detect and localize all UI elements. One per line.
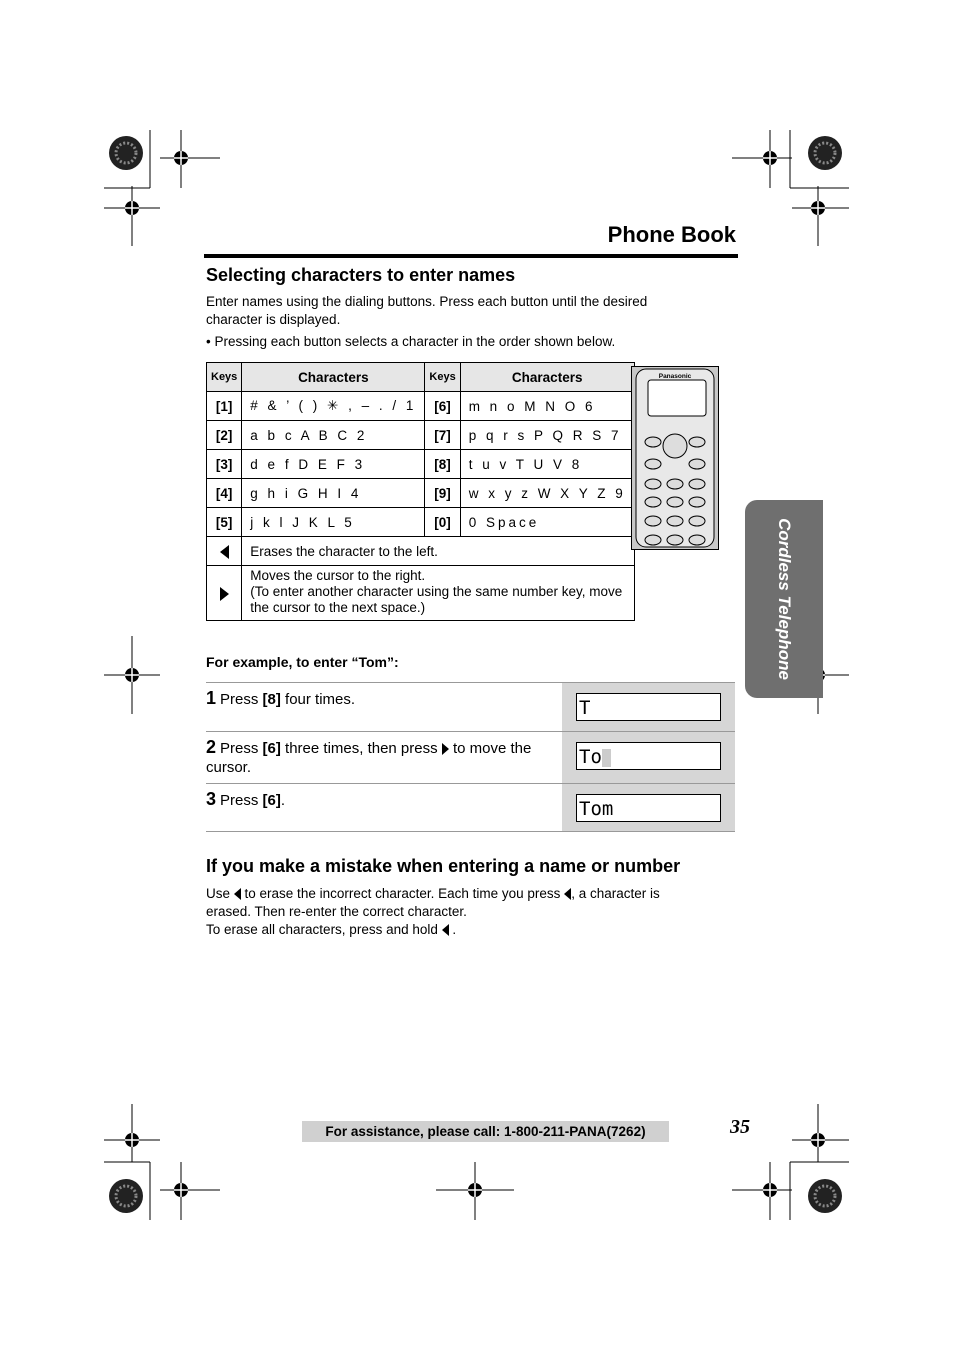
mistake-text-part: to erase the incorrect character. Each time you press (240, 886, 561, 901)
table-row (207, 421, 635, 450)
section-heading-mistake: If you make a mistake when entering a name or number (206, 856, 681, 876)
step-2-text (206, 738, 551, 777)
right-arrow-icon (442, 743, 449, 755)
step-3-display-panel (562, 784, 735, 831)
left-arrow-description: Erases the character to the left. (242, 537, 634, 566)
key-label: [8] (425, 450, 460, 479)
character-list: d e f D E F 3 (242, 450, 425, 479)
step-2-display-panel (562, 732, 735, 783)
character-list: w x y z W X Y Z 9 (460, 479, 634, 508)
table-row (207, 450, 635, 479)
bullet-text: • Pressing each button selects a character in the order shown below. (206, 334, 616, 349)
key-label: [4] (207, 479, 242, 508)
column-header-characters: Characters (242, 363, 425, 392)
step-1-text (206, 689, 551, 709)
mistake-line-3 (206, 921, 726, 939)
character-list: j k l J K L 5 (242, 508, 425, 537)
key-label: [1] (207, 392, 242, 421)
mistake-text-part: , a character is (571, 886, 660, 901)
cursor-block (602, 749, 611, 767)
character-list: a b c A B C 2 (242, 421, 425, 450)
key-label: [9] (425, 479, 460, 508)
step-text: . (280, 792, 286, 809)
step-text: to move the cursor. (206, 740, 532, 776)
character-list: g h i G H I 4 (242, 479, 425, 508)
page-title: Phone Book (607, 222, 736, 247)
character-list: p q r s P Q R S 7 (460, 421, 634, 450)
step-1 (206, 682, 735, 731)
right-arrow-key (207, 566, 242, 621)
right-arrow-description (242, 566, 634, 621)
character-list: t u v T U V 8 (460, 450, 634, 479)
key-label: [7] (425, 421, 460, 450)
character-list: 0 Space (460, 508, 634, 537)
step-key: [6] (262, 740, 281, 757)
key-label: [6] (425, 392, 460, 421)
character-list: # & ’ ( ) ✳ , – . / 1 (242, 392, 425, 421)
column-header-keys: Keys (207, 363, 242, 392)
lcd-text: To (579, 746, 602, 768)
lcd-text: T (579, 697, 591, 719)
left-arrow-icon (442, 924, 449, 936)
handset-brand-label: Panasonic (658, 373, 692, 380)
assistance-footer: For assistance, please call: 1-800-211-PANA(7262) (302, 1121, 669, 1142)
key-character-table (206, 362, 635, 621)
column-header-keys: Keys (425, 363, 460, 392)
step-text: Press (220, 691, 263, 708)
handset-illustration (631, 366, 719, 550)
step-2 (206, 731, 735, 783)
step-1-display-panel (562, 683, 735, 731)
table-row (207, 479, 635, 508)
lcd-text: Tom (579, 798, 614, 820)
mistake-line-1 (206, 885, 726, 903)
character-list: m n o M N O 6 (460, 392, 634, 421)
step-text: three times, then press (280, 740, 438, 757)
mistake-text-part: To erase all characters, press and hold (206, 922, 438, 937)
table-header-row (207, 363, 635, 392)
right-arrow-description-line1: Moves the cursor to the right. (250, 568, 426, 583)
mistake-line-2: erased. Then re-enter the correct character. (206, 904, 467, 919)
page-number: 35 (730, 1116, 750, 1138)
example-label: For example, to enter “Tom”: (206, 654, 399, 670)
lcd-display (576, 693, 721, 721)
key-label: [3] (207, 450, 242, 479)
side-tab (745, 500, 823, 698)
step-key: [6] (262, 792, 281, 809)
table-row (207, 508, 635, 537)
left-arrow-icon (220, 545, 229, 559)
section-heading-selecting: Selecting characters to enter names (206, 265, 516, 285)
step-3-text (206, 790, 551, 810)
mistake-text-part: Use (206, 886, 231, 901)
key-label: [2] (207, 421, 242, 450)
table-row-right-arrow (207, 566, 635, 621)
step-number: 3 (206, 789, 217, 809)
table-row-left-arrow (207, 537, 635, 566)
example-steps (206, 682, 735, 832)
step-text: four times. (280, 691, 356, 708)
column-header-characters: Characters (460, 363, 634, 392)
table-row (207, 392, 635, 421)
step-number: 1 (206, 688, 217, 708)
lcd-display (576, 742, 721, 770)
right-arrow-description-line2: (To enter another character using the same number key, move the cursor to the next space.) (250, 584, 623, 615)
left-arrow-icon (234, 888, 241, 900)
lcd-display (576, 794, 721, 822)
step-text: Press (220, 740, 263, 757)
step-3 (206, 783, 735, 832)
key-label: [5] (207, 508, 242, 537)
intro-text: Enter names using the dialing buttons. Press each button until the desired character is displayed. (206, 294, 648, 327)
key-label: [0] (425, 508, 460, 537)
side-tab-label: Cordless Telephone (775, 518, 794, 680)
right-arrow-icon (220, 587, 229, 601)
step-number: 2 (206, 737, 217, 757)
left-arrow-key (207, 537, 242, 566)
step-text: Press (220, 792, 263, 809)
step-key: [8] (262, 691, 281, 708)
mistake-text (206, 885, 726, 939)
header-rule (204, 254, 738, 258)
mistake-text-part: . (452, 922, 457, 937)
